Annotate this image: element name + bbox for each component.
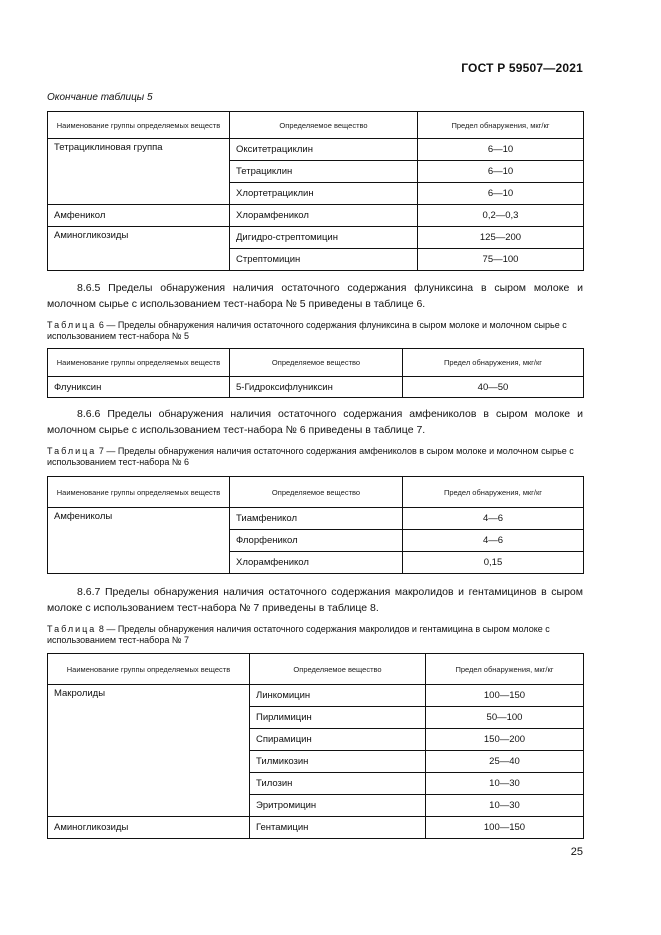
- table6-caption: Таблица 6 — Пределы обнаружения наличия остаточного содержания флуниксина в сыром молоке и молочном сырье с использованием тест-набора № 5: [47, 320, 567, 341]
- substance-cell: Тилозин: [250, 773, 426, 795]
- limit-cell: 4—6: [403, 508, 584, 530]
- paragraph-8-6-5: 8.6.5 Пределы обнаружения наличия остаточного содержания флуниксина в сыром молоке и молочном сырье с использованием тест-набора № 5 приведены в таблице 6.: [47, 282, 583, 310]
- col-group-header: Наименование группы определяемых веществ: [48, 112, 230, 139]
- limit-cell: 100—150: [426, 817, 584, 839]
- limit-cell: 150—200: [426, 729, 584, 751]
- limit-cell: 10—30: [426, 795, 584, 817]
- substance-cell: Пирлимицин: [250, 707, 426, 729]
- group-cell: Аминогликозиды: [48, 227, 230, 271]
- limit-cell: 10—30: [426, 773, 584, 795]
- group-cell: Флуниксин: [48, 377, 230, 398]
- substance-cell: Окситетрациклин: [230, 139, 418, 161]
- limit-cell: 40—50: [403, 377, 584, 398]
- substance-cell: Тетрациклин: [230, 161, 418, 183]
- table6: [47, 348, 584, 398]
- col-substance-header: Определяемое вещество: [230, 349, 403, 377]
- limit-cell: 0,15: [403, 552, 584, 574]
- limit-cell: 0,2—0,3: [418, 205, 584, 227]
- table5-caption: Окончание таблицы 5: [47, 92, 153, 103]
- col-limit-header: Предел обнаружения, мкг/кг: [403, 349, 584, 377]
- group-cell: Аминогликозиды: [48, 817, 250, 839]
- col-substance-header: Определяемое вещество: [250, 654, 426, 685]
- col-group-header: Наименование группы определяемых веществ: [48, 654, 250, 685]
- substance-cell: Хлорамфеникол: [230, 552, 403, 574]
- limit-cell: 125—200: [418, 227, 584, 249]
- substance-cell: Тилмикозин: [250, 751, 426, 773]
- substance-cell: Спирамицин: [250, 729, 426, 751]
- col-substance-header: Определяемое вещество: [230, 112, 418, 139]
- substance-cell: Хлортетрациклин: [230, 183, 418, 205]
- limit-cell: 4—6: [403, 530, 584, 552]
- limit-cell: 75—100: [418, 249, 584, 271]
- col-limit-header: Предел обнаружения, мкг/кг: [418, 112, 584, 139]
- table7-caption: Таблица 7 — Пределы обнаружения наличия остаточного содержания амфениколов в сыром молоке и молочном сырье с использованием тест-набора № 6: [47, 446, 574, 467]
- col-group-header: Наименование группы определяемых веществ: [48, 477, 230, 508]
- group-cell: Тетрациклиновая группа: [48, 139, 230, 205]
- limit-cell: 6—10: [418, 139, 584, 161]
- col-limit-header: Предел обнаружения, мкг/кг: [403, 477, 584, 508]
- paragraph-8-6-7: 8.6.7 Пределы обнаружения наличия остаточного содержания макролидов и гентамицинов в сыром молоке с использованием тест-набора № 7 приведены в таблице 8.: [47, 586, 583, 614]
- substance-cell: Стрептомицин: [230, 249, 418, 271]
- substance-cell: Хлорамфеникол: [230, 205, 418, 227]
- table5: [47, 111, 584, 271]
- page-number: 25: [570, 846, 583, 858]
- document-code: ГОСТ Р 59507—2021: [461, 61, 583, 75]
- col-limit-header: Предел обнаружения, мкг/кг: [426, 654, 584, 685]
- group-cell: Амфеникол: [48, 205, 230, 227]
- substance-cell: Эритромицин: [250, 795, 426, 817]
- table8-caption: Таблица 8 — Пределы обнаружения наличия остаточного содержания макролидов и гентамицина в сыром молоке с использованием тест-набора № 7: [47, 624, 550, 645]
- table8: [47, 653, 584, 839]
- limit-cell: 100—150: [426, 685, 584, 707]
- substance-cell: Тиамфеникол: [230, 508, 403, 530]
- col-substance-header: Определяемое вещество: [230, 477, 403, 508]
- group-cell: Макролиды: [48, 685, 250, 817]
- col-group-header: Наименование группы определяемых веществ: [48, 349, 230, 377]
- substance-cell: Флорфеникол: [230, 530, 403, 552]
- substance-cell: Линкомицин: [250, 685, 426, 707]
- substance-cell: Гентамицин: [250, 817, 426, 839]
- substance-cell: 5-Гидроксифлуниксин: [230, 377, 403, 398]
- limit-cell: 6—10: [418, 183, 584, 205]
- limit-cell: 50—100: [426, 707, 584, 729]
- substance-cell: Дигидро-стрептомицин: [230, 227, 418, 249]
- paragraph-8-6-6: 8.6.6 Пределы обнаружения наличия остаточного содержания амфениколов в сыром молоке и молочном сырье с использованием тест-набора № 6 приведены в таблице 7.: [47, 408, 583, 436]
- limit-cell: 6—10: [418, 161, 584, 183]
- limit-cell: 25—40: [426, 751, 584, 773]
- group-cell: Амфениколы: [48, 508, 230, 574]
- table7: [47, 476, 584, 574]
